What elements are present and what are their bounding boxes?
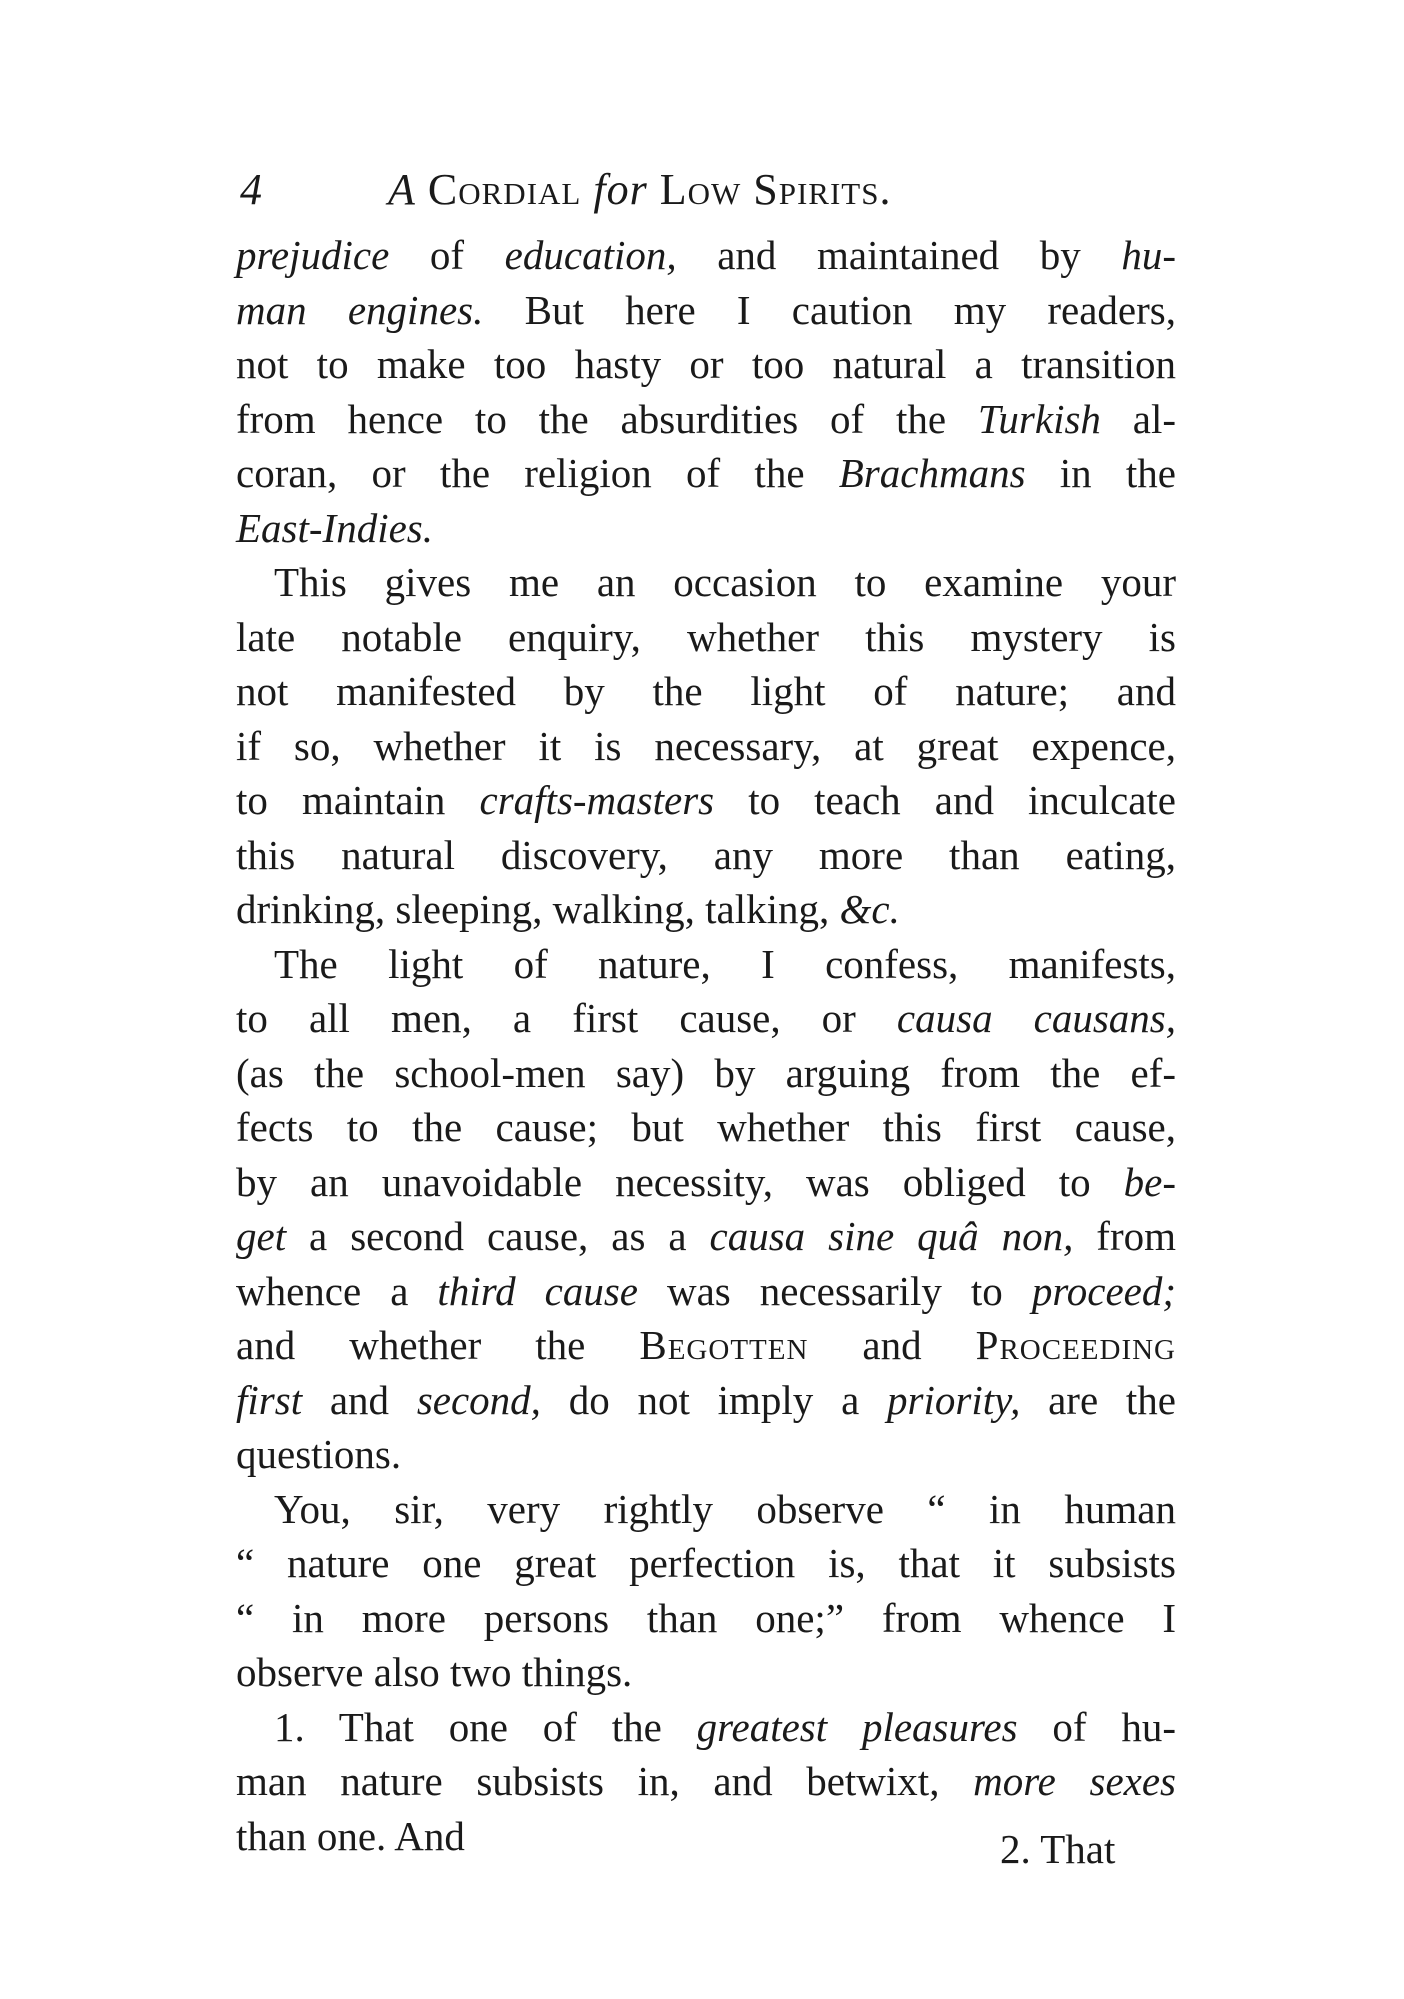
- italic-text: crafts-masters: [479, 777, 715, 823]
- small-caps-text: Begotten: [639, 1322, 809, 1368]
- body-text: [236, 228, 1176, 1863]
- catchword: 2. That: [1000, 1826, 1116, 1872]
- text-run: and: [302, 1376, 417, 1423]
- text-line: [236, 937, 1176, 992]
- text-run: The light of nature, I confess, manifests,: [274, 940, 1176, 987]
- text-line: [236, 1754, 1176, 1809]
- text-line: [236, 501, 1176, 556]
- italic-text: first: [236, 1376, 303, 1423]
- text-line: [236, 392, 1176, 447]
- text-line: [236, 773, 1176, 828]
- text-run: from: [1073, 1213, 1176, 1259]
- text-line: [236, 1427, 1176, 1482]
- text-run: from hence to the absurdities of the: [236, 395, 978, 442]
- italic-text: get: [236, 1213, 287, 1259]
- text-run: 1. That one of the: [274, 1703, 697, 1750]
- text-run: of hu-: [1017, 1703, 1176, 1750]
- text-run: coran, or the religion of the: [236, 450, 839, 496]
- text-run: But here I caution my readers,: [483, 286, 1176, 333]
- italic-text: hu-: [1121, 232, 1177, 278]
- text-run: and maintained by: [676, 232, 1122, 278]
- text-run: by an unavoidable necessity, was obliged to: [236, 1158, 1124, 1205]
- text-run: to teach and inculcate: [714, 777, 1176, 823]
- text-run: in the: [1025, 450, 1176, 496]
- text-line: [236, 1700, 1176, 1755]
- italic-text: causa causans,: [896, 995, 1177, 1041]
- title-word-spirits: Spirits.: [753, 165, 892, 214]
- text-run: to maintain: [236, 777, 480, 823]
- text-line: [236, 882, 1176, 937]
- italic-text: education,: [504, 232, 677, 278]
- text-line: [236, 1373, 1176, 1428]
- text-run: are the: [1020, 1376, 1177, 1423]
- text-run: a second cause, as a: [286, 1213, 710, 1259]
- text-run: “ nature one great perfection is, that it subsists: [236, 1540, 1176, 1586]
- text-line: [236, 283, 1176, 338]
- text-run: drinking, sleeping, walking, talking,: [236, 886, 840, 932]
- text-run: and: [808, 1322, 976, 1368]
- text-run: not manifested by the light of nature; and: [236, 668, 1176, 714]
- text-line: [236, 1482, 1176, 1537]
- small-caps-text: Proceeding: [975, 1322, 1176, 1368]
- text-run: of: [389, 232, 505, 278]
- italic-text: second,: [416, 1376, 541, 1423]
- text-line: [236, 1645, 1176, 1700]
- italic-text: third cause: [437, 1267, 638, 1314]
- text-run: You, sir, very rightly observe “ in human: [274, 1485, 1176, 1532]
- text-line: [236, 228, 1176, 283]
- text-run: (as the school-men say) by arguing from the ef-: [236, 1049, 1176, 1096]
- text-run: and whether the: [236, 1322, 640, 1368]
- text-run: “ in more persons than one;” from whence I: [236, 1594, 1176, 1641]
- text-line: [236, 991, 1176, 1046]
- italic-text: be-: [1123, 1158, 1176, 1205]
- text-line: [236, 719, 1176, 774]
- text-line: [236, 610, 1176, 665]
- text-line: [236, 1100, 1176, 1155]
- text-run: not to make too hasty or too natural a transition: [236, 341, 1176, 387]
- title-word-cordial: Cordial: [427, 165, 582, 214]
- text-run: if so, whether it is necessary, at great expence,: [236, 722, 1176, 769]
- text-run: man nature subsists in, and betwixt,: [236, 1758, 974, 1804]
- italic-text: &c.: [839, 886, 900, 932]
- text-line: [236, 1155, 1176, 1210]
- italic-text: East-Indies.: [236, 504, 433, 551]
- text-line: [236, 828, 1176, 883]
- text-line: [236, 1046, 1176, 1101]
- text-line: [236, 446, 1176, 501]
- text-run: this natural discovery, any more than eating,: [236, 831, 1176, 878]
- text-run: observe also two things.: [236, 1649, 633, 1695]
- title-word-for: for: [593, 165, 648, 214]
- text-run: was necessarily to: [638, 1267, 1032, 1314]
- running-header: [236, 160, 1156, 220]
- text-run: whence a: [236, 1267, 438, 1314]
- text-line: [236, 1264, 1176, 1319]
- italic-text: greatest pleasures: [696, 1703, 1018, 1750]
- page-number: 4: [240, 165, 262, 214]
- text-line: [236, 664, 1176, 719]
- text-run: al-: [1100, 395, 1176, 442]
- text-run: questions.: [236, 1431, 402, 1477]
- title-word-low: Low: [659, 165, 742, 214]
- text-run: do not imply a: [540, 1376, 888, 1423]
- italic-text: more sexes: [973, 1758, 1177, 1804]
- text-run: than one. And: [236, 1812, 465, 1859]
- text-run: fects to the cause; but whether this first cause,: [236, 1104, 1176, 1150]
- title-word-a: A: [388, 165, 416, 214]
- text-line: [236, 1318, 1176, 1373]
- italic-text: man engines.: [236, 286, 484, 333]
- text-run: late notable enquiry, whether this mystery is: [236, 613, 1176, 660]
- italic-text: proceed;: [1031, 1267, 1176, 1314]
- italic-text: causa sine quâ non,: [709, 1213, 1074, 1259]
- running-title: [388, 160, 891, 220]
- text-line: [236, 1209, 1176, 1264]
- italic-text: prejudice: [236, 232, 390, 278]
- text-run: This gives me an occasion to examine your: [274, 559, 1176, 605]
- italic-text: Brachmans: [838, 450, 1026, 496]
- italic-text: priority,: [887, 1376, 1021, 1423]
- text-run: to all men, a first cause, or: [236, 995, 897, 1041]
- text-line: [236, 337, 1176, 392]
- text-line: [236, 1536, 1176, 1591]
- text-line: [236, 555, 1176, 610]
- italic-text: Turkish: [977, 395, 1101, 442]
- text-line: [236, 1591, 1176, 1646]
